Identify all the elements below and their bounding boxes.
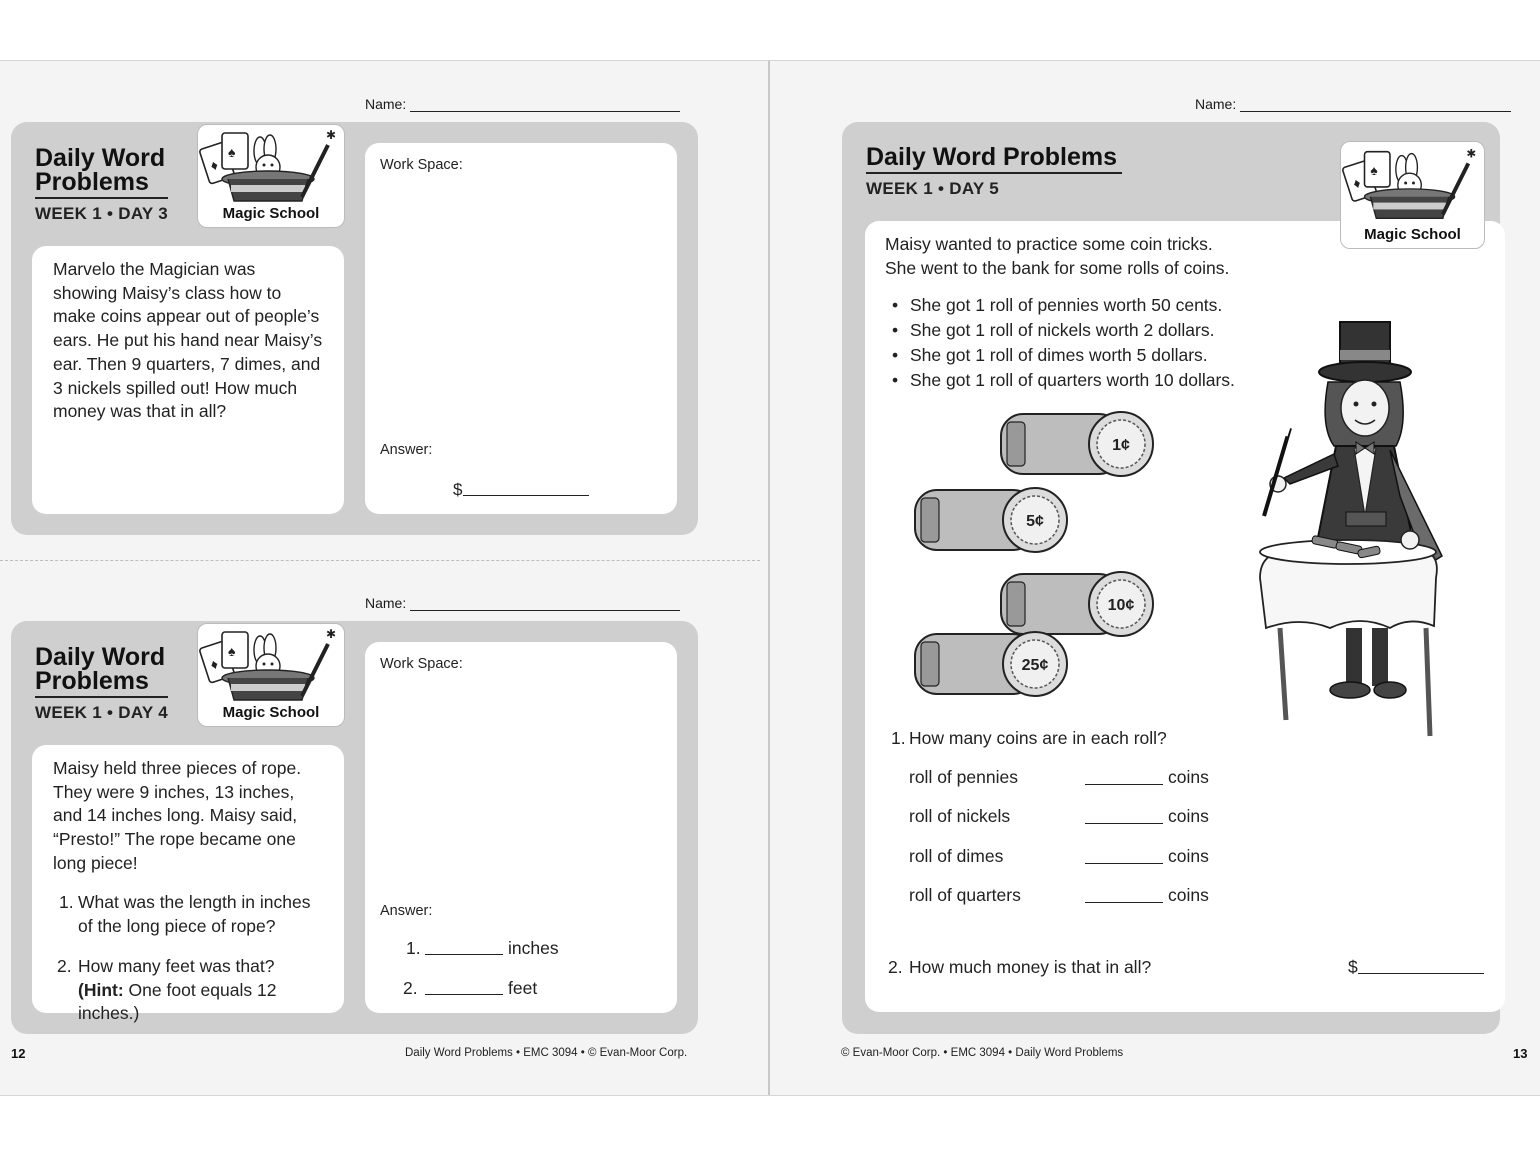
- title-line2: Problems: [35, 168, 149, 196]
- day3-week-day: WEEK 1 • DAY 3: [35, 204, 168, 223]
- name-label: Name:: [365, 595, 407, 611]
- answer-label: Answer:: [380, 442, 433, 458]
- answer2-unit: feet: [508, 978, 538, 998]
- name-field-day4[interactable]: [365, 595, 680, 611]
- answer1-blank[interactable]: [425, 954, 503, 955]
- q1-text: How many coins are in each roll?: [909, 728, 1167, 748]
- svg-text:✱: ✱: [1466, 147, 1477, 161]
- svg-text:✱: ✱: [326, 128, 337, 142]
- dime-roll-icon: [1001, 572, 1153, 636]
- q1-line: What was the length in inches: [78, 892, 311, 912]
- total-blank[interactable]: [1358, 973, 1484, 974]
- day4-week-day: WEEK 1 • DAY 4: [35, 703, 168, 722]
- svg-text:♠: ♠: [228, 144, 236, 160]
- q1-line: of the long piece of rope?: [78, 915, 276, 936]
- bullet-item: • She got 1 roll of dimes worth 5 dollars.: [886, 344, 1266, 369]
- problem-line: make coins appear out of people’s: [53, 306, 320, 327]
- problem-line: Maisy held three pieces of rope.: [53, 758, 302, 778]
- hint-label: (Hint:: [78, 979, 124, 1000]
- title-rule: [866, 172, 1122, 174]
- day4-problem-text: [53, 757, 343, 876]
- name-rule: [410, 596, 680, 611]
- work-space-label: Work Space:: [380, 656, 463, 672]
- problem-line: long piece!: [53, 852, 138, 873]
- page-footer: Daily Word Problems • EMC 3094 • © Evan-Moor Corp.: [405, 1047, 688, 1059]
- magic-school-badge: [197, 124, 345, 228]
- day4-problem-box: [32, 745, 344, 1024]
- name-rule: [410, 97, 680, 112]
- bullet-item: • She got 1 roll of quarters worth 10 dollars.: [886, 369, 1266, 394]
- day4-title: [35, 645, 165, 693]
- intro-line: She went to the bank for some rolls of coins.: [885, 257, 1230, 278]
- dimes-blank[interactable]: [1085, 863, 1163, 864]
- intro-line: Maisy wanted to practice some coin tricks.: [885, 234, 1213, 254]
- coin-label: 25¢: [1021, 657, 1049, 674]
- name-label: Name:: [1195, 96, 1237, 112]
- work-space-label: Work Space:: [380, 157, 463, 173]
- row-label-dimes: roll of dimes: [909, 846, 1004, 866]
- bullet-item: • She got 1 roll of pennies worth 50 cents.: [886, 294, 1266, 319]
- q2-text: How much money is that in all?: [909, 957, 1152, 977]
- answer1-unit: inches: [508, 938, 559, 958]
- magic-hat-icon: [198, 624, 344, 704]
- problem-line: 3 nickels spilled out! How much: [53, 377, 298, 398]
- nickel-roll-icon: [915, 488, 1067, 552]
- name-rule: [1240, 97, 1511, 112]
- left-page: [0, 61, 769, 1095]
- magic-school-badge: [1340, 141, 1485, 249]
- magic-hat-icon: [198, 125, 344, 205]
- title-line2: Problems: [35, 667, 149, 695]
- day4-work-space[interactable]: [365, 642, 677, 1013]
- dollar-sign: $: [453, 480, 463, 499]
- problem-line: They were 9 inches, 13 inches,: [53, 781, 295, 802]
- svg-text:♠: ♠: [228, 643, 236, 659]
- svg-text:♦: ♦: [208, 655, 220, 673]
- row-unit: coins: [1168, 846, 1209, 866]
- row-unit: coins: [1168, 885, 1209, 905]
- problem-line: money was that in all?: [53, 401, 227, 422]
- bullet-item: • She got 1 roll of nickels worth 2 dollars.: [886, 319, 1266, 344]
- day5-title: Daily Word Problems: [866, 143, 1117, 171]
- dollar-sign: $: [1348, 957, 1358, 977]
- answer1-number: 1.: [406, 938, 421, 958]
- coin-label: 1¢: [1112, 437, 1130, 454]
- badge-label: Magic School: [1364, 226, 1461, 243]
- day5-intro: [885, 233, 1305, 280]
- page-footer: © Evan-Moor Corp. • EMC 3094 • Daily Word Problems: [841, 1047, 1124, 1059]
- q2-number: 2.: [57, 956, 72, 976]
- pennies-blank[interactable]: [1085, 784, 1163, 785]
- svg-text:✱: ✱: [326, 627, 337, 641]
- page-number: 13: [1513, 1046, 1528, 1061]
- svg-text:♦: ♦: [1351, 175, 1363, 192]
- badge-label: Magic School: [222, 205, 320, 222]
- name-field-day5[interactable]: [1195, 96, 1511, 112]
- badge-label: Magic School: [222, 704, 320, 721]
- problem-line: and 14 inches long. Maisy said,: [53, 805, 298, 826]
- answer-blank[interactable]: [463, 495, 589, 496]
- row-label-pennies: roll of pennies: [909, 767, 1018, 787]
- day3-work-space[interactable]: [365, 143, 677, 514]
- answer2-blank[interactable]: [425, 994, 503, 995]
- quarters-blank[interactable]: [1085, 902, 1163, 903]
- day3-problem-box: [32, 246, 344, 514]
- day3-problem-text: [53, 258, 343, 424]
- q2-number: 2.: [888, 957, 903, 977]
- right-page: [770, 61, 1540, 1095]
- cut-line: [0, 560, 760, 561]
- problem-line: “Presto!” The rope became one: [53, 829, 296, 850]
- book-spread: [0, 60, 1540, 1096]
- name-label: Name:: [365, 96, 407, 112]
- q2-hint: [78, 979, 340, 1026]
- problem-line: ears. He put his hand near Maisy’s: [53, 330, 323, 351]
- problem-line: showing Maisy’s class how to: [53, 282, 282, 303]
- q1-number: 1.: [59, 892, 74, 912]
- day3-title: [35, 146, 165, 194]
- nickels-blank[interactable]: [1085, 823, 1163, 824]
- coin-label: 5¢: [1026, 513, 1044, 530]
- answer-label: Answer:: [380, 903, 433, 919]
- magic-hat-icon: [1341, 142, 1484, 224]
- q1-number: 1.: [891, 728, 906, 748]
- row-unit: coins: [1168, 806, 1209, 826]
- row-label-nickels: roll of nickels: [909, 806, 1011, 826]
- page-number: 12: [11, 1046, 26, 1061]
- title-line1: Daily Word: [35, 144, 166, 172]
- problem-line: ear. Then 9 quarters, 7 dimes, and: [53, 353, 321, 374]
- title-line1: Daily Word: [35, 643, 166, 671]
- title-rule: [35, 197, 168, 199]
- magician-illustration: [1250, 316, 1455, 746]
- quarter-roll-icon: [915, 632, 1067, 696]
- answer2-number: 2.: [403, 978, 418, 998]
- q2-line: How many feet was that?: [78, 956, 275, 976]
- day5-problem-box: [865, 221, 1505, 1012]
- penny-roll-icon: [1001, 412, 1153, 476]
- magic-school-badge: [197, 623, 345, 727]
- row-label-quarters: roll of quarters: [909, 885, 1021, 905]
- title-rule: [35, 696, 168, 698]
- hint-text: One foot equals 12 inches.): [78, 979, 277, 1024]
- day5-week-day: WEEK 1 • DAY 5: [866, 179, 999, 198]
- q1-text: [78, 891, 338, 938]
- svg-text:♠: ♠: [1370, 163, 1378, 179]
- svg-text:♦: ♦: [208, 156, 220, 174]
- problem-line: Marvelo the Magician was: [53, 259, 256, 279]
- coin-label: 10¢: [1107, 597, 1135, 614]
- bullet-list: [886, 294, 1266, 394]
- row-unit: coins: [1168, 767, 1209, 787]
- coin-rolls-illustration: [911, 406, 1161, 706]
- q2-text: [78, 955, 340, 1026]
- name-field-day3[interactable]: [365, 96, 680, 112]
